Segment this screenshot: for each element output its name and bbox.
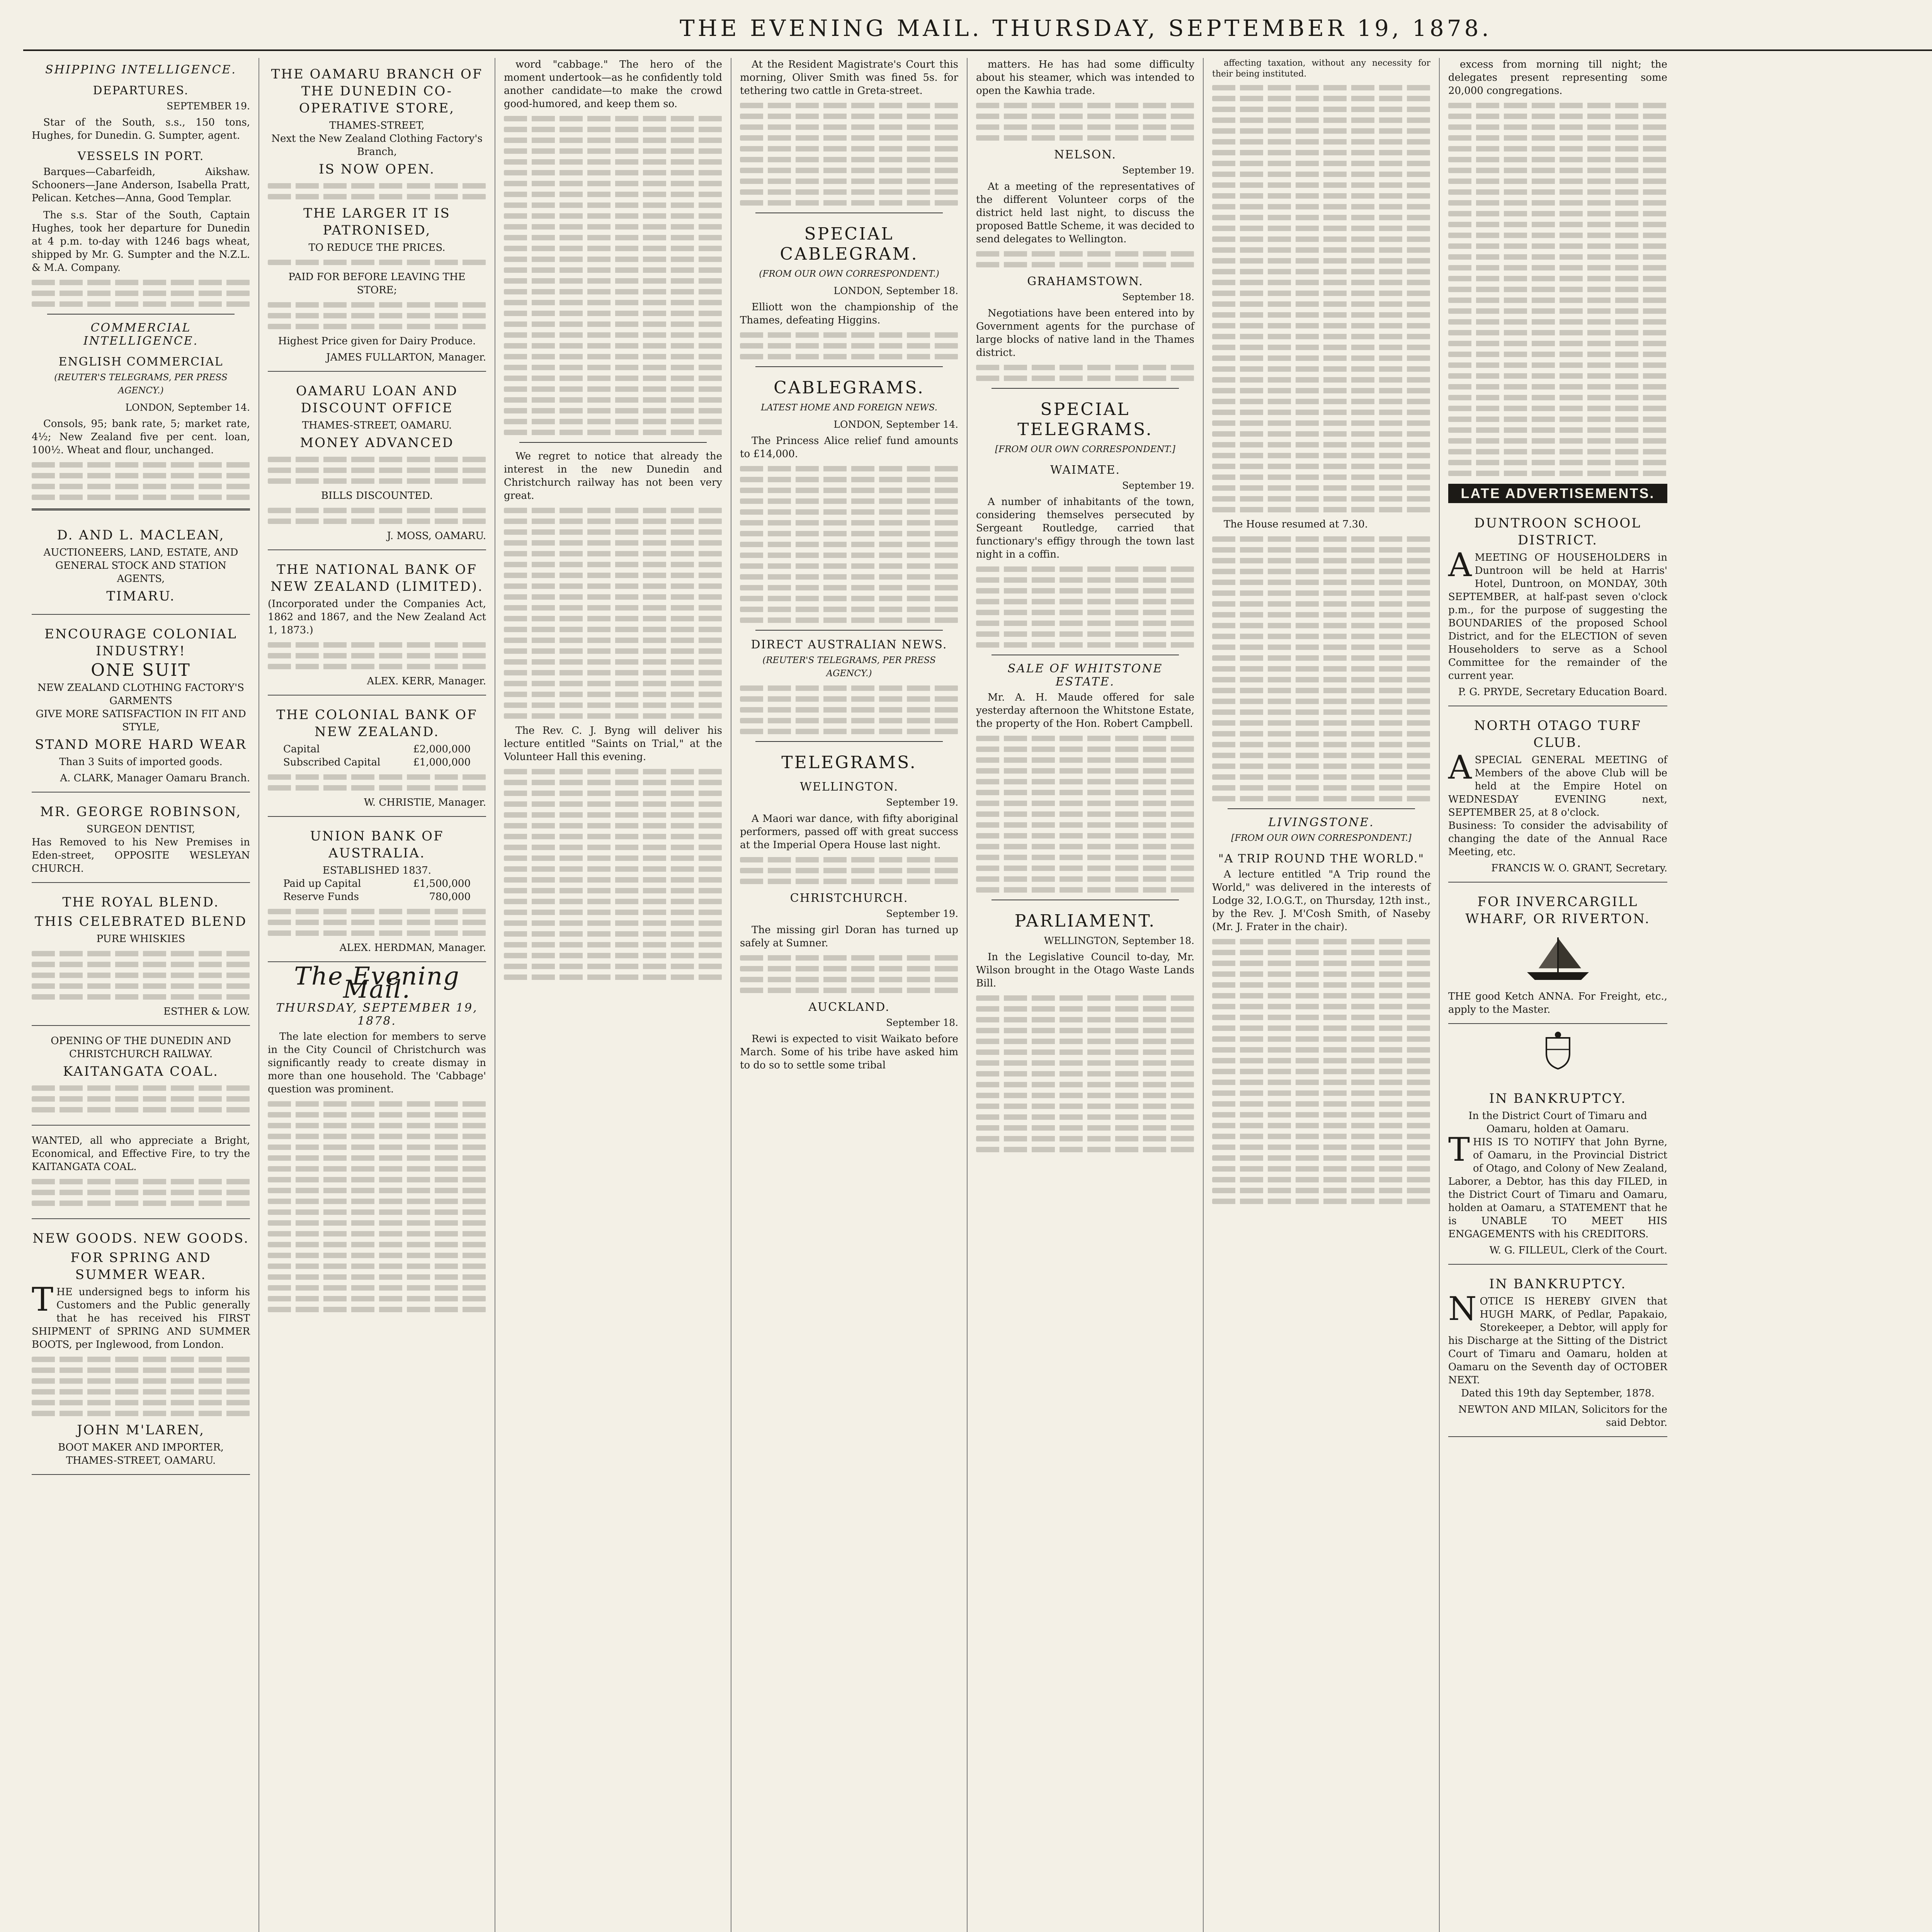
- grahamstown-date: September 18.: [1122, 291, 1194, 303]
- ad-turf-signature: FRANCIS W. O. GRANT, Secretary.: [1491, 862, 1667, 874]
- ad-loan-street: THAMES-STREET, OAMARU.: [302, 420, 452, 431]
- ad-coop-signature: JAMES FULLARTON, Manager.: [326, 352, 486, 363]
- ad-union-reserve-label: Reserve Funds: [283, 891, 359, 903]
- waimate-date: September 19.: [1122, 480, 1194, 491]
- column-5: [968, 58, 1204, 1932]
- english-commercial-source: (REUTER'S TELEGRAMS, PER PRESS AGENCY.): [54, 372, 228, 396]
- ad-turf-text: ASPECIAL GENERAL MEETING of Members of the above Club will be held at the Empire Hotel on WEDNESDAY EVENING next, SEPTEMBER 25, at 8 o'clock.: [1448, 748, 1667, 818]
- grahamstown-heading: GRAHAMSTOWN.: [1027, 275, 1143, 288]
- ad-colonial-subscribed-label: Subscribed Capital: [283, 757, 381, 768]
- grahamstown-text: Negotiations have been entered into by Government agents for the purchase of large blocks of native land in the Thames district.: [976, 308, 1194, 359]
- ad-encourage-suit: ONE SUIT: [91, 660, 191, 680]
- column-6: [1204, 58, 1440, 1932]
- ad-bankruptcy-1-court: In the District Court of Timaru and Oamaru, holden at Oamaru.: [1468, 1110, 1647, 1135]
- ad-bankruptcy-2-date: Dated this 19th day September, 1878.: [1461, 1388, 1655, 1399]
- direct-australian-source: (REUTER'S TELEGRAMS, PER PRESS AGENCY.): [762, 655, 936, 679]
- waimate-text: A number of inhabitants of the town, considering themselves persecuted by Sergeant Routledge, carried that functionary's effigy through the town last night in a coffin.: [976, 496, 1194, 560]
- departures-text: Star of the South, s.s., 150 tons, Hughes, for Dunedin. G. Sumpter, agent.: [32, 117, 250, 141]
- ad-loan-title: OAMARU LOAN AND DISCOUNT OFFICE: [296, 383, 458, 416]
- ad-coop-paid: PAID FOR BEFORE LEAVING THE STORE;: [288, 271, 466, 296]
- ad-wanted-text: WANTED, all who appreciate a Bright, Economical, and Effective Fire, to try the KAITANGATA COAL.: [32, 1135, 250, 1173]
- ad-blend-whiskies: PURE WHISKIES: [96, 933, 185, 945]
- ad-mclaren-trade: BOOT MAKER AND IMPORTER,: [58, 1442, 224, 1453]
- nelson-heading: NELSON.: [1054, 148, 1117, 162]
- ad-invercargill-text: THE good Ketch ANNA. For Freight, etc., apply to the Master.: [1448, 991, 1667, 1015]
- departures-date: SEPTEMBER 19.: [167, 100, 250, 112]
- ad-bankruptcy-1-signature: W. G. FILLEUL, Clerk of the Court.: [1489, 1245, 1667, 1256]
- in-port-text: Barques—Cabarfeidh, Aikshaw. Schooners—Jane Anderson, Isabella Pratt, Pelican. Ketches—Anna, Good Templar.: [32, 166, 250, 204]
- house-resumed: The House resumed at 7.30.: [1224, 519, 1368, 530]
- christchurch-date: September 19.: [886, 908, 958, 919]
- ad-duntroon-signature: P. G. PRYDE, Secretary Education Board.: [1458, 686, 1667, 698]
- nelson-text: At a meeting of the representatives of the different Volunteer corps of the district held last night, to discuss the proposed Battle Scheme, it was decided to send delegates to Wellington.: [976, 181, 1194, 245]
- late-advertisements-banner: LATE ADVERTISEMENTS.: [1448, 484, 1667, 503]
- column-1: [23, 58, 259, 1932]
- nelson-date: September 19.: [1122, 165, 1194, 176]
- affecting-paragraph: affecting taxation, without any necessity for their being instituted.: [1212, 58, 1430, 79]
- ad-union-bank: [268, 820, 486, 962]
- ad-bankruptcy-2-signature: NEWTON AND MILAN, Solicitors for the said Debtor.: [1458, 1404, 1667, 1429]
- court-paragraph: At the Resident Magistrate's Court this morning, Oliver Smith was fined 5s. for tethering two cattle in Greta-street.: [740, 59, 958, 97]
- ad-maclean-town: TIMARU.: [106, 588, 175, 604]
- ad-bankruptcy-2-title: IN BANKRUPTCY.: [1489, 1276, 1627, 1292]
- ad-colonial-capital: [268, 743, 486, 756]
- parliament-date: WELLINGTON, September 18.: [1044, 935, 1194, 946]
- royal-arms-icon: [1448, 1030, 1667, 1076]
- special-telegrams-heading: SPECIAL TELEGRAMS.: [1017, 400, 1153, 439]
- ad-encourage-signature: A. CLARK, Manager Oamaru Branch.: [60, 772, 250, 784]
- telegrams-heading: TELEGRAMS.: [781, 753, 917, 772]
- newspaper-flag: The Evening Mail.: [294, 962, 460, 1004]
- ad-loan-signature: J. MOSS, OAMARU.: [387, 530, 486, 542]
- english-commercial-text: Consols, 95; bank rate, 5; market rate, 4½; New Zealand five per cent. loan, 100½. Wheat and flour, unchanged.: [32, 418, 250, 456]
- ad-encourage-factory: NEW ZEALAND CLOTHING FACTORY'S GARMENTS: [37, 682, 244, 707]
- ad-loan-office: [268, 375, 486, 550]
- wellington-date: September 19.: [886, 797, 958, 808]
- cablegrams-text: The Princess Alice relief fund amounts to £14,000.: [740, 435, 958, 460]
- livingstone-title: "A TRIP ROUND THE WORLD.": [1218, 852, 1425, 866]
- ad-coop-open: IS NOW OPEN.: [319, 162, 435, 177]
- ad-duntroon-title: DUNTROON SCHOOL DISTRICT.: [1474, 515, 1641, 548]
- special-cablegram-source: (FROM OUR OWN CORRESPONDENT.): [759, 269, 939, 279]
- ad-national-bank-act: (Incorporated under the Companies Act, 1862 and 1867, and the New Zealand Act 1, 1873.): [268, 598, 486, 636]
- ad-colonial-signature: W. CHRISTIE, Manager.: [364, 797, 486, 808]
- ad-loan-bills: BILLS DISCOUNTED.: [321, 490, 433, 502]
- ad-duntroon-text: AMEETING OF HOUSEHOLDERS in Duntroon will be held at Harris' Hotel, Duntroon, on MONDAY, 30th SEPTEMBER, at half-past seven o'clock p.m., for the purpose of suggesting the BOUNDARIES of the proposed School District, and for the ELECTION of seven Householders to serve as a School Committee for the remainder of the current year.: [1448, 546, 1667, 682]
- ad-new-goods: [32, 1222, 250, 1475]
- shipping-heading: SHIPPING INTELLIGENCE.: [45, 63, 236, 77]
- ad-colonial-title: THE COLONIAL BANK OF NEW ZEALAND.: [276, 707, 478, 740]
- ad-encourage-wear: STAND MORE HARD WEAR: [35, 737, 247, 752]
- ad-robinson-role: SURGEON DENTIST,: [86, 823, 196, 835]
- ship-icon: [1448, 934, 1667, 984]
- parliament-text: In the Legislative Council to-day, Mr. Wilson brought in the Otago Waste Lands Bill.: [976, 951, 1194, 989]
- ad-union-title: UNION BANK OF AUSTRALIA.: [310, 828, 444, 861]
- livingstone-text: A lecture entitled "A Trip round the World," was delivered in the interests of Lodge 32, I.O.G.T., on Thursday, 12th inst., by the Rev. J. M'Cosh Smith, of Naseby (Mr. J. Frater in the chair).: [1212, 869, 1430, 933]
- page-columns: [23, 58, 1932, 1932]
- direct-australian-heading: DIRECT AUSTRALIAN NEWS.: [751, 638, 947, 651]
- in-port-heading: VESSELS IN PORT.: [77, 150, 204, 163]
- english-commercial: ENGLISH COMMERCIAL: [58, 355, 223, 369]
- ad-invercargill-title: FOR INVERCARGILL WHARF, OR RIVERTON.: [1465, 894, 1650, 927]
- column-7: [1440, 58, 1676, 1932]
- ad-loan-money: MONEY ADVANCED: [300, 435, 454, 451]
- christchurch-text: The missing girl Doran has turned up safely at Sumner.: [740, 924, 958, 949]
- regret-paragraph: We regret to notice that already the interest in the new Dunedin and Christchurch railway has not been very great.: [504, 451, 722, 502]
- ad-union-paid-label: Paid up Capital: [283, 878, 361, 889]
- ad-bankruptcy-byrne: [1448, 1082, 1667, 1265]
- ad-bankruptcy-1-title: IN BANKRUPTCY.: [1489, 1091, 1627, 1106]
- ad-turf-business: Business: To consider the advisability of changing the date of the Annual Race Meeting, etc.: [1448, 820, 1667, 858]
- leader-paragraph: The late election for members to serve in the City Council of Christchurch was significantly ready to create dismay in more than one household. The 'Cabbage' question was prominent.: [268, 1031, 486, 1095]
- ad-coop-title: THE OAMARU BRANCH OF THE DUNEDIN CO-OPERATIVE STORE,: [271, 66, 483, 116]
- ad-colonial-bank: [268, 699, 486, 817]
- ad-blend-celebrated: THIS CELEBRATED BLEND: [34, 914, 247, 929]
- ad-bankruptcy-2-text: NOTICE IS HEREBY GIVEN that HUGH MARK, of Pedlar, Papakaio, Storekeeper, a Debtor, will apply for his Discharge at the Sitting of the District Court of Timaru and Oamaru, holden at Oamaru on the Seventh day of OCTOBER NEXT.: [1448, 1290, 1667, 1386]
- ad-national-bank-signature: ALEX. KERR, Manager.: [367, 675, 486, 687]
- shipping-paragraph: The s.s. Star of the South, Captain Hughes, took her departure for Dunedin at 4 p.m. to-day with 1246 bags wheat, shipped by Mr. G. Sumpter and the N.Z.L. & M.A. Company.: [32, 209, 250, 274]
- christchurch-heading: CHRISTCHURCH.: [790, 891, 908, 905]
- departures-heading: DEPARTURES.: [93, 84, 189, 97]
- story-paragraph: word "cabbage." The hero of the moment undertook—as he confidently told another candidate—to make the crowd good-humored, and keep them so.: [504, 59, 722, 110]
- ad-colonial-capital-label: Capital: [283, 743, 320, 755]
- ad-robinson-text: Has Removed to his New Premises in Eden-street, OPPOSITE WESLEYAN CHURCH.: [32, 837, 250, 874]
- sale-heading: SALE OF WHITSTONE ESTATE.: [1007, 662, 1163, 689]
- ad-new-goods-title: NEW GOODS. NEW GOODS.: [32, 1231, 249, 1246]
- rev-paragraph: The Rev. C. J. Byng will deliver his lecture entitled "Saints on Trial," at the Volunteer Hall this evening.: [504, 725, 722, 763]
- ad-union-established: ESTABLISHED 1837.: [322, 865, 432, 876]
- auckland-heading: AUCKLAND.: [808, 1000, 890, 1014]
- ad-invercargill: [1448, 886, 1667, 1024]
- english-commercial-date: LONDON, September 14.: [125, 402, 250, 413]
- ad-coop-patronised: THE LARGER IT IS PATRONISED,: [303, 206, 451, 238]
- ad-maclean-name: D. AND L. MACLEAN,: [57, 527, 225, 543]
- special-cablegram-date: LONDON, September 18.: [833, 285, 958, 296]
- ad-union-reserve: [268, 890, 486, 903]
- ad-union-reserve-value: 780,000: [429, 891, 471, 903]
- ad-cooperative-store: [268, 58, 486, 372]
- ad-railway-coal-title: KAITANGATA COAL.: [63, 1064, 219, 1079]
- cablegrams-heading: CABLEGRAMS.: [774, 378, 925, 398]
- ad-coop-produce: Highest Price given for Dairy Produce.: [278, 335, 476, 347]
- ad-coop-reduce: TO REDUCE THE PRICES.: [308, 242, 446, 253]
- auckland-text: Rewi is expected to visit Waikato before March. Some of his tribe have asked him to do so to settle some tribal: [740, 1033, 958, 1071]
- ad-blend-signature: ESTHER & LOW.: [163, 1006, 250, 1017]
- ad-national-bank: [268, 553, 486, 696]
- ad-encourage-imported: Than 3 Suits of imported goods.: [59, 756, 223, 768]
- special-telegrams-source: [FROM OUR OWN CORRESPONDENT.]: [995, 444, 1175, 454]
- masthead: THE EVENING MAIL. THURSDAY, SEPTEMBER 19, 1878.: [23, 7, 1932, 51]
- livingstone-source: [FROM OUR OWN CORRESPONDENT.]: [1231, 833, 1412, 843]
- cablegrams-subheading: LATEST HOME AND FOREIGN NEWS.: [761, 403, 937, 413]
- ad-bankruptcy-1-text: THIS IS TO NOTIFY that John Byrne, of Oamaru, in the Provincial District of Otago, and Colony of New Zealand, Laborer, a Debtor, has this day FILED, in the District Court of Timaru and Oamaru, holden at Oamaru, a STATEMENT that he is UNABLE TO MEET HIS ENGAGEMENTS with his CREDITORS.: [1448, 1131, 1667, 1240]
- ad-turf-club: [1448, 709, 1667, 883]
- ad-union-paid: [268, 877, 486, 890]
- sale-text: Mr. A. H. Maude offered for sale yesterday afternoon the Whitstone Estate, the property of the Hon. Robert Campbell.: [976, 692, 1194, 730]
- parliament-heading: PARLIAMENT.: [1014, 911, 1156, 931]
- matters-paragraph: matters. He has had some difficulty about his steamer, which was intended to open the Kawhia trade.: [976, 59, 1194, 97]
- ad-bankruptcy-mark: [1448, 1268, 1667, 1437]
- column-2: [259, 58, 495, 1932]
- waimate-heading: WAIMATE.: [1050, 463, 1121, 477]
- ad-coop-street: THAMES-STREET,: [329, 120, 425, 131]
- ad-mclaren-name: JOHN M'LAREN,: [77, 1422, 205, 1438]
- ad-union-signature: ALEX. HERDMAN, Manager.: [339, 942, 486, 954]
- ad-blend-title: THE ROYAL BLEND.: [62, 895, 219, 910]
- auckland-date: September 18.: [886, 1017, 958, 1028]
- ad-encourage-fit: GIVE MORE SATISFACTION IN FIT AND STYLE,: [36, 708, 246, 733]
- wellington-heading: WELLINGTON.: [799, 780, 899, 794]
- ad-railway-coal: [32, 1029, 250, 1126]
- special-cablegram-text: Elliott won the championship of the Thames, defeating Higgins.: [740, 301, 958, 326]
- ad-colonial-capital-value: £2,000,000: [413, 743, 471, 755]
- column-3: [495, 58, 731, 1932]
- ad-union-paid-value: £1,500,000: [413, 878, 471, 889]
- cablegrams-date: LONDON, September 14.: [833, 419, 958, 430]
- ad-maclean: [32, 519, 250, 615]
- ad-railway-title: OPENING OF THE DUNEDIN AND CHRISTCHURCH RAILWAY.: [51, 1035, 231, 1060]
- wellington-text: A Maori war dance, with fifty aboriginal performers, passed off with great success at the Imperial Opera House last night.: [740, 813, 958, 851]
- ad-wanted: [32, 1129, 250, 1219]
- ad-spring-text: THE undersigned begs to inform his Customers and the Public generally that he has received his FIRST SHIPMENT of SPRING AND SUMMER BOOTS, per Inglewood, from London.: [32, 1281, 250, 1350]
- commercial-heading: COMMERCIAL INTELLIGENCE.: [83, 321, 199, 348]
- ad-encourage-industry: [32, 618, 250, 793]
- ad-colonial-subscribed-value: £1,000,000: [413, 757, 471, 768]
- ad-royal-blend: [32, 886, 250, 1026]
- ad-duntroon: [1448, 507, 1667, 706]
- column-4: [731, 58, 968, 1932]
- ad-mclaren-address: THAMES-STREET, OAMARU.: [66, 1455, 216, 1466]
- special-cablegram-heading: SPECIAL CABLEGRAM.: [780, 224, 918, 264]
- livingstone-heading: LIVINGSTONE.: [1268, 816, 1374, 829]
- ad-maclean-trade: AUCTIONEERS, LAND, ESTATE, AND GENERAL STOCK AND STATION AGENTS,: [43, 547, 238, 585]
- ad-robinson-name: MR. GEORGE ROBINSON,: [40, 804, 242, 820]
- excess-paragraph: excess from morning till night; the delegates present representing some 20,000 congregations.: [1448, 59, 1667, 97]
- ad-colonial-subscribed: [268, 756, 486, 769]
- ad-robinson: [32, 796, 250, 883]
- leader-date: THURSDAY, SEPTEMBER 19, 1878.: [276, 1001, 478, 1028]
- ad-coop-location: Next the New Zealand Clothing Factory's Branch,: [271, 133, 483, 158]
- ad-turf-title: NORTH OTAGO TURF CLUB.: [1474, 718, 1642, 750]
- ad-spring-title: FOR SPRING AND SUMMER WEAR.: [70, 1250, 211, 1282]
- ad-national-bank-title: THE NATIONAL BANK OF NEW ZEALAND (LIMITED).: [270, 562, 483, 594]
- ad-encourage-title: ENCOURAGE COLONIAL INDUSTRY!: [44, 626, 237, 659]
